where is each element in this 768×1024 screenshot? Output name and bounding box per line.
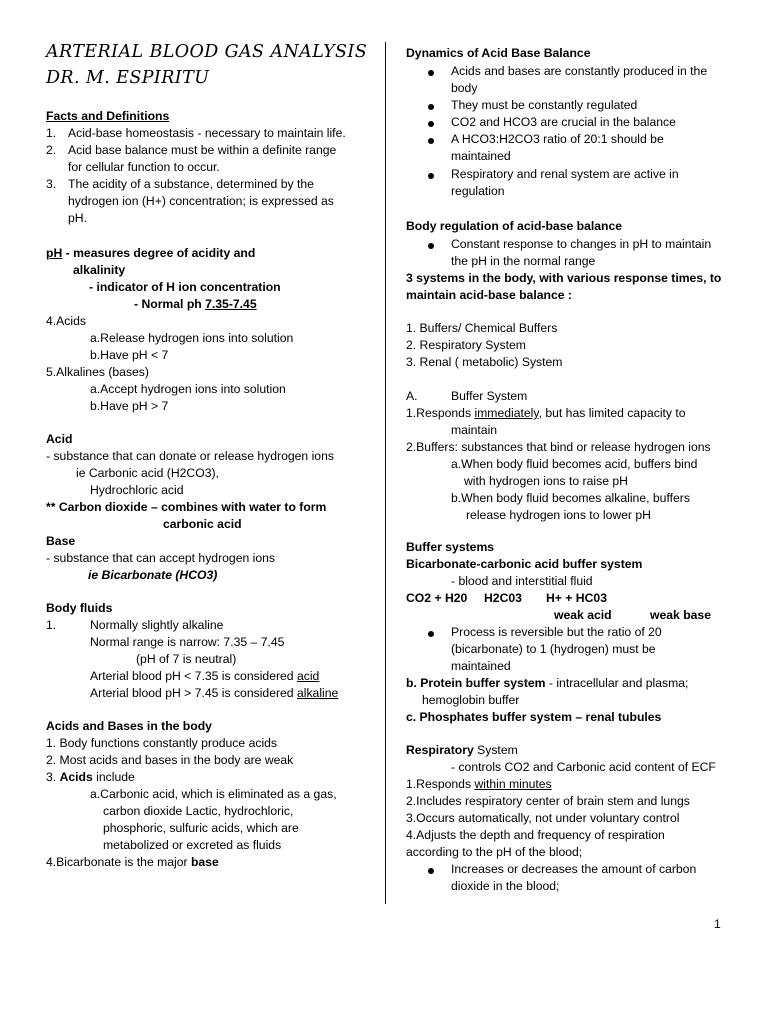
bullet-icon [428,121,434,127]
base-heading: Base [46,534,76,548]
fact-3-line: The acidity of a substance, determined by the [68,177,314,191]
acid-example: Hydrochloric acid [90,483,184,497]
alkalines-b: b.Have pH > 7 [90,399,169,413]
within-minutes-term: within minutes [474,777,552,791]
buffer-systems-heading: Buffer systems [406,540,495,554]
acids-bases-text: 3. [46,770,60,784]
fact-3-line: pH. [68,211,87,225]
alkalines-a: a.Accept hydrogen ions into solution [90,382,286,396]
respiratory-item-3: 3.Occurs automatically, not under voluntary control [406,811,680,825]
ph-normal-label: - Normal ph [134,297,206,311]
page-number: 1 [714,917,721,931]
respiratory-bullet: Increases or decreases the amount of carbon [451,862,697,876]
body-fluids-num: 1. [46,618,57,632]
three-systems-intro: maintain acid-base balance : [406,288,572,302]
base-term: base [190,855,219,869]
dynamics-bullet: Respiratory and renal system are active in [451,167,679,181]
weak-base-label: weak base [650,608,711,622]
reversible-bullet: Process is reversible but the ratio of 20 [451,625,662,639]
three-systems-intro: 3 systems in the body, with various response times, to [406,271,722,285]
dynamics-bullet: They must be constantly regulated [451,98,638,112]
dynamics-bullet: regulation [451,184,505,198]
protein-buffer-cont: hemoglobin buffer [422,693,520,707]
acids-bases-subitem: a.Carbonic acid, which is eliminated as a gas, [90,787,337,801]
buffer-item-2a: with hydrogen ions to raise pH [464,474,628,488]
fact-3-line: hydrogen ion (H+) concentration; is expressed as [68,194,334,208]
regulation-bullet: the pH in the normal range [451,254,596,268]
dynamics-bullet: maintained [451,149,511,163]
fact-3-num: 3. [46,177,57,191]
buffer-item-2: 2.Buffers: substances that bind or release hydrogen ions [406,440,711,454]
bullet-icon [428,243,434,249]
reversible-bullet: (bicarbonate) to 1 (hydrogen) must be [451,642,656,656]
acid-term: acid [296,669,320,683]
acids-item: 4.Acids [46,314,86,328]
dynamics-bullet: CO2 and HCO3 are crucial in the balance [451,115,676,129]
acids-bases-subitem: phosphoric, sulfuric acids, which are [103,821,299,835]
acid-definition: - substance that can donate or release hydrogen ions [46,449,334,463]
co2-note: carbonic acid [163,517,242,531]
regulation-heading: Body regulation of acid-base balance [406,219,623,233]
system-item: 1. Buffers/ Chemical Buffers [406,321,558,335]
protein-buffer-desc: - intracellular and plasma; [545,676,689,690]
equation-right: H+ + HC03 [546,591,607,605]
bullet-icon [428,173,434,179]
bullet-icon [428,631,434,637]
equation-left: CO2 + H20 [406,591,468,605]
document-author: DR. M. ESPIRITU [46,68,210,88]
acids-a: a.Release hydrogen ions into solution [90,331,294,345]
respiratory-term: Respiratory [406,743,474,757]
co2-note: ** Carbon dioxide – combines with water to form [46,500,327,514]
acids-bases-subitem: carbon dioxide Lactic, hydrochloric, [103,804,294,818]
body-fluids-alkaline [90,685,338,702]
protein-buffer [406,675,688,692]
respiratory-suffix: System [473,743,518,757]
bicarbonate-heading: Bicarbonate-carbonic acid buffer system [406,557,643,571]
bullet-icon [428,138,434,144]
respiratory-heading [406,742,518,759]
fact-2-line: for cellular function to occur. [68,160,220,174]
weak-acid-label: weak acid [554,608,612,622]
respiratory-bullet: dioxide in the blood; [451,879,560,893]
respiratory-item-4: 4.Adjusts the depth and frequency of respiration [406,828,665,842]
buffer-item-1 [406,405,686,422]
buffer-item-1-cont: maintain [451,423,498,437]
acids-bases-text: 4.Bicarbonate is the major [46,855,191,869]
body-fluids-heading: Body fluids [46,601,113,615]
ph-normal-value: 7.35-7.45 [205,297,257,311]
equation-middle: H2C03 [484,591,522,605]
body-fluids-line: Normally slightly alkaline [90,618,224,632]
dynamics-heading: Dynamics of Acid Base Balance [406,46,591,60]
acids-bases-item [46,769,135,786]
buffer-item-2a: a.When body fluid becomes acid, buffers bind [451,457,698,471]
ph-definition [46,245,255,262]
system-item: 2. Respiratory System [406,338,526,352]
respiratory-desc: - controls CO2 and Carbonic acid content of ECF [451,760,716,774]
ph-term: pH [46,246,63,260]
ph-indicator: - indicator of H ion concentration [89,280,281,294]
body-fluids-acid [90,668,319,685]
respiratory-item-1 [406,776,552,793]
buffer-item-2b: release hydrogen ions to lower pH [466,508,651,522]
section-a-title: Buffer System [451,389,528,403]
base-example: ie Bicarbonate (HCO3) [88,568,218,582]
base-definition: - substance that can accept hydrogen ions [46,551,275,565]
respiratory-item-2: 2.Includes respiratory center of brain stem and lungs [406,794,690,808]
dynamics-bullet: Acids and bases are constantly produced in the [451,64,708,78]
buffer-item-2b: b.When body fluid becomes alkaline, buffers [451,491,690,505]
facts-heading: Facts and Definitions [46,109,170,123]
regulation-bullet: Constant response to changes in pH to maintain [451,237,712,251]
fact-2-line: Acid base balance must be within a definite range [68,143,337,157]
dynamics-bullet: body [451,81,478,95]
ph-def-line: alkalinity [73,263,126,277]
bicarbonate-location: - blood and interstitial fluid [451,574,593,588]
protein-buffer-term: b. Protein buffer system [406,676,546,690]
fact-2-num: 2. [46,143,57,157]
body-fluids-text: Arterial blood pH > 7.45 is considered [90,686,297,700]
phosphate-buffer: c. Phosphates buffer system – renal tubules [406,710,662,724]
bullet-icon [428,104,434,110]
system-item: 3. Renal ( metabolic) System [406,355,563,369]
buffer-text: 1.Responds [406,406,475,420]
body-fluids-line: (pH of 7 is neutral) [136,652,237,666]
bullet-icon [428,70,434,76]
acid-example: ie Carbonic acid (H2CO3), [76,466,219,480]
body-fluids-text: Arterial blood pH < 7.35 is considered [90,669,297,683]
ph-def-line: - measures degree of acidity and [62,246,256,260]
alkalines-item: 5.Alkalines (bases) [46,365,149,379]
acids-bases-item: 1. Body functions constantly produce acids [46,736,278,750]
acid-heading: Acid [46,432,73,446]
acids-term: Acids [59,770,93,784]
dynamics-bullet: A HCO3:H2CO3 ratio of 20:1 should be [451,132,664,146]
body-fluids-line: Normal range is narrow: 7.35 – 7.45 [90,635,285,649]
fact-1-num: 1. [46,126,57,140]
reversible-bullet: maintained [451,659,511,673]
acids-bases-text: include [92,770,135,784]
fact-1-line: Acid-base homeostasis - necessary to maintain life. [68,126,346,140]
acids-bases-item: 2. Most acids and bases in the body are weak [46,753,294,767]
section-a-label: A. [406,389,418,403]
bullet-icon [428,868,434,874]
column-divider [385,42,386,904]
acids-b: b.Have pH < 7 [90,348,169,362]
respiratory-item-4: according to the pH of the blood; [406,845,583,859]
document-title: ARTERIAL BLOOD GAS ANALYSIS [46,42,368,62]
acids-bases-item [46,854,219,871]
immediately-term: immediately [474,406,539,420]
ph-normal [134,296,257,313]
acids-bases-subitem: metabolized or excreted as fluids [103,838,282,852]
alkaline-term: alkaline [296,686,339,700]
respiratory-text: 1.Responds [406,777,475,791]
acids-bases-heading: Acids and Bases in the body [46,719,212,733]
buffer-text: , but has limited capacity to [538,406,686,420]
